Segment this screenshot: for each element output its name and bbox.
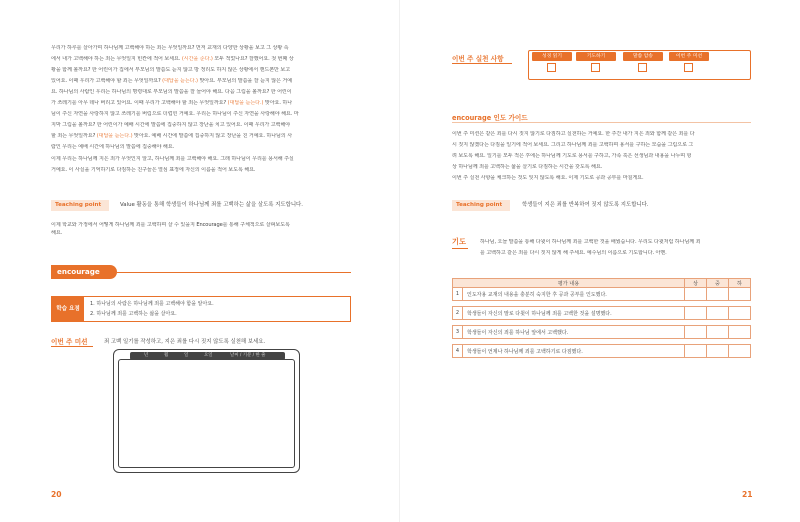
intro-text: 람인 우리는 예배 시간에 하나님의 말씀에 집중해야 해요. — [51, 144, 175, 150]
guide-line: 시 짓지 않겠다는 다짐을 일기에 적어 보세요. 그리고 하나님께 죄를 고백하며 용서를 구하는 모습을 그림으로 그 — [452, 142, 694, 148]
intro-text: 거예요. 이 사실을 기억하기로 다짐하는 친구들은 열심 표정에 자신의 이름을 적어 보도록 해요. — [51, 167, 256, 173]
outro-line: 이제 학교와 가정에서 어떻게 하나님께 죄를 고백하며 살 수 있을지 Encourage를 통해 구체적으로 살펴보도록 — [51, 222, 290, 228]
intro-text: 할 죄는 무엇일까요? — [51, 133, 97, 139]
table-row — [453, 326, 751, 339]
table-row — [453, 307, 751, 320]
page-number-left: 20 — [51, 490, 62, 499]
intro-line — [51, 89, 292, 97]
practice-checkbox[interactable] — [684, 63, 693, 72]
mission-title: 이번 주 미션 — [51, 338, 88, 346]
diary-writing-area[interactable] — [118, 359, 295, 468]
practice-item-prayer: 기도하기 — [576, 52, 616, 61]
evaluation-row-number: 1 — [453, 288, 463, 301]
evaluation-row-number: 4 — [453, 345, 463, 358]
evaluation-header-content: 평가 내용 — [453, 279, 685, 288]
intro-text: 맞아요. 하나 — [263, 100, 293, 106]
evaluation-checkbox-mid[interactable] — [707, 288, 729, 301]
practice-item-mission: 이번 주 미션 — [669, 52, 709, 61]
evaluation-header-low: 하 — [729, 279, 751, 288]
guide-line: 이번 주 실천 사항을 체크하는 것도 잊지 않도록 해요. 이제 기도로 공과 공부를 마칠게요. — [452, 175, 644, 181]
encourage-divider — [117, 272, 351, 273]
evaluation-checkbox-mid[interactable] — [707, 307, 729, 320]
evaluation-table — [452, 278, 751, 358]
guide-divider — [452, 122, 751, 123]
evaluation-checkbox-low[interactable] — [729, 288, 751, 301]
intro-text: 맞아요. 예배 시간에 말씀에 집중하지 않고 장난을 친 거예요. 하나님의 사 — [132, 133, 293, 139]
highlighted-instruction: (대답을 듣는다.) — [96, 133, 133, 139]
guide-line: 상 하나님께 죄를 고백하는 삶을 살기로 다짐하는 시간을 갖도록 해요. — [452, 164, 603, 170]
teaching-point-text: Value 활동을 통해 학생들이 하나님께 죄를 고백하는 삶을 살도록 지도합니다. — [120, 202, 303, 208]
teaching-point-text-right: 학생들이 지은 죄를 반복하여 짓지 않도록 지도합니다. — [522, 202, 649, 208]
prayer-line: 하나님, 오늘 말씀을 통해 다윗이 하나님께 죄를 고백한 것을 배웠습니다. 우리도 다윗처럼 하나님께 죄 — [480, 239, 701, 245]
prayer-line: 를 고백하고 같은 죄를 다시 짓지 않게 해 주세요. 예수님의 이름으로 기도합니다. 아멘. — [480, 250, 667, 256]
outro-line: 해요. — [51, 230, 63, 236]
intro-text: 맞아요. 부모님의 말씀을 잘 듣지 않은 거예 — [197, 78, 293, 84]
teaching-point-tag-right: Teaching point — [452, 200, 510, 211]
intro-line — [51, 100, 292, 108]
diary-year-label: 년 — [144, 353, 149, 358]
intro-text: 에서 내가 고백해야 하는 죄는 무엇일지 빈칸에 적어 보세요. — [51, 56, 182, 62]
diary-weather-label: 날씨 / 기분 / 한 줄 — [230, 353, 266, 358]
evaluation-row-text: 학생들이 언제나 하나님께 죄를 고백하기로 다짐했다. — [463, 345, 685, 358]
teaching-point-tag: Teaching point — [51, 200, 109, 211]
evaluation-checkbox-low[interactable] — [729, 307, 751, 320]
practice-item-bible-reading: 성경 읽기 — [532, 52, 572, 61]
evaluation-checkbox-high[interactable] — [685, 307, 707, 320]
learning-goal-item: 2. 하나님께 죄를 고백하는 삶을 살아요. — [90, 311, 177, 317]
evaluation-checkbox-high[interactable] — [685, 326, 707, 339]
prayer-underline — [452, 248, 468, 249]
practice-checkbox[interactable] — [547, 63, 556, 72]
intro-line — [51, 122, 290, 130]
learning-goal-tag: 학습 요점 — [52, 297, 84, 321]
evaluation-checkbox-high[interactable] — [685, 345, 707, 358]
table-row — [453, 288, 751, 301]
intro-line — [51, 133, 292, 141]
evaluation-row-text: 인도자용 교재의 내용을 충분히 숙지한 후 공과 공부를 인도했다. — [463, 288, 685, 301]
mission-title-underline — [51, 346, 93, 347]
guide-title: encourage 인도 가이드 — [452, 114, 528, 122]
intro-text: 이제 우리는 하나님께 지은 죄가 무엇인지 알고, 하나님께 죄를 고백해야 해요. 그래 하나님이 우리를 용서해 주실 — [51, 156, 294, 162]
intro-text: 우리가 하루를 살아가며 하나님께 고백해야 하는 죄는 무엇일까요? 먼저 교재의 다양한 상황을 보고 그 상황 속 — [51, 45, 289, 51]
guide-line: 이번 주 미션은 같은 죄를 다시 짓지 않기로 다짐하고 실천하는 거예요. 한 주간 내가 지은 죄와 함께 같은 죄를 다 — [452, 131, 695, 137]
learning-goal-box — [51, 296, 351, 322]
evaluation-header-high: 상 — [685, 279, 707, 288]
intro-line — [51, 67, 290, 75]
evaluation-checkbox-low[interactable] — [729, 345, 751, 358]
evaluation-checkbox-mid[interactable] — [707, 326, 729, 339]
practice-checkbox[interactable] — [591, 63, 600, 72]
page-number-right: 21 — [742, 490, 753, 499]
practice-item-memorization: 말씀 암송 — [623, 52, 663, 61]
practice-title-underline — [452, 63, 512, 64]
intro-line — [51, 111, 299, 119]
table-row — [453, 345, 751, 358]
evaluation-header-mid: 중 — [707, 279, 729, 288]
intro-text: 님이 주신 자연을 사랑하지 않고 쓰레기를 버림으로 더럽힌 거예요. 우리는 하나님이 주신 자연을 사랑해야 해요. 마 — [51, 111, 299, 117]
diary-weekday-label: 요일 — [204, 353, 213, 358]
intro-line — [51, 167, 255, 175]
intro-text: 요. 하나님의 사람인 우리는 하나님의 명령대로 부모님의 말씀을 잘 들어야 해요. 다음 그림을 볼까요? 한 어린이 — [51, 89, 292, 95]
evaluation-checkbox-low[interactable] — [729, 326, 751, 339]
intro-line — [51, 56, 294, 64]
encourage-label: encourage — [51, 265, 117, 279]
evaluation-row-text: 학생들이 자신의 죄를 하나님 앞에서 고백했다. — [463, 326, 685, 339]
practice-title: 이번 주 실천 사항 — [452, 55, 504, 63]
guide-line: 려 보도록 해요. 일기를 모두 적은 후에는 하나님께 기도로 용서를 구하고, 가족 혹은 선생님과 내용을 나누며 항 — [452, 153, 692, 159]
highlighted-instruction: (시간을 준다.) — [181, 56, 213, 62]
intro-text: 모두 적었나요? 잘했어요. 첫 번째 상 — [212, 56, 294, 62]
intro-line — [51, 144, 174, 152]
intro-line — [51, 156, 294, 164]
practice-checkbox[interactable] — [638, 63, 647, 72]
diary-month-label: 월 — [164, 353, 169, 358]
evaluation-checkbox-high[interactable] — [685, 288, 707, 301]
evaluation-row-number: 3 — [453, 326, 463, 339]
intro-text: 황을 함께 볼까요? 한 어린이가 집에서 부모님의 말씀도 듣지 않고 방 정리도 하지 않은 상황에서 핸드폰만 보고 — [51, 67, 291, 73]
evaluation-row-number: 2 — [453, 307, 463, 320]
learning-goal-item: 1. 하나님의 사람은 하나님께 죄를 고백해야 함을 알아요. — [90, 301, 214, 307]
intro-text: 있어요. 이때 우리가 고백해야 할 죄는 무엇일까요? — [51, 78, 163, 84]
evaluation-row-text: 학생들이 자신의 말로 다윗이 하나님께 죄를 고백한 것을 설명했다. — [463, 307, 685, 320]
evaluation-header-row — [453, 279, 751, 288]
mission-description: 죄 고백 일기를 작성하고, 지은 죄를 다시 짓지 않도록 실천해 보세요. — [104, 339, 266, 345]
highlighted-instruction: (대답을 듣는다.) — [227, 100, 264, 106]
prayer-tag: 기도 — [452, 237, 466, 246]
diary-day-label: 일 — [184, 353, 189, 358]
intro-text: 지막 그림을 볼까요? 한 어린이가 예배 시간에 말씀에 집중하지 않고 장난을 치고 있어요. 이때 우리가 고백해야 — [51, 122, 291, 128]
evaluation-checkbox-mid[interactable] — [707, 345, 729, 358]
intro-line — [51, 45, 289, 53]
highlighted-instruction: (대답을 듣는다.) — [162, 78, 198, 84]
intro-text: 가 쓰레기를 아무 데나 버리고 있어요. 이때 우리가 고백해야 할 죄는 무엇일까요? — [51, 100, 228, 106]
intro-line — [51, 78, 292, 86]
